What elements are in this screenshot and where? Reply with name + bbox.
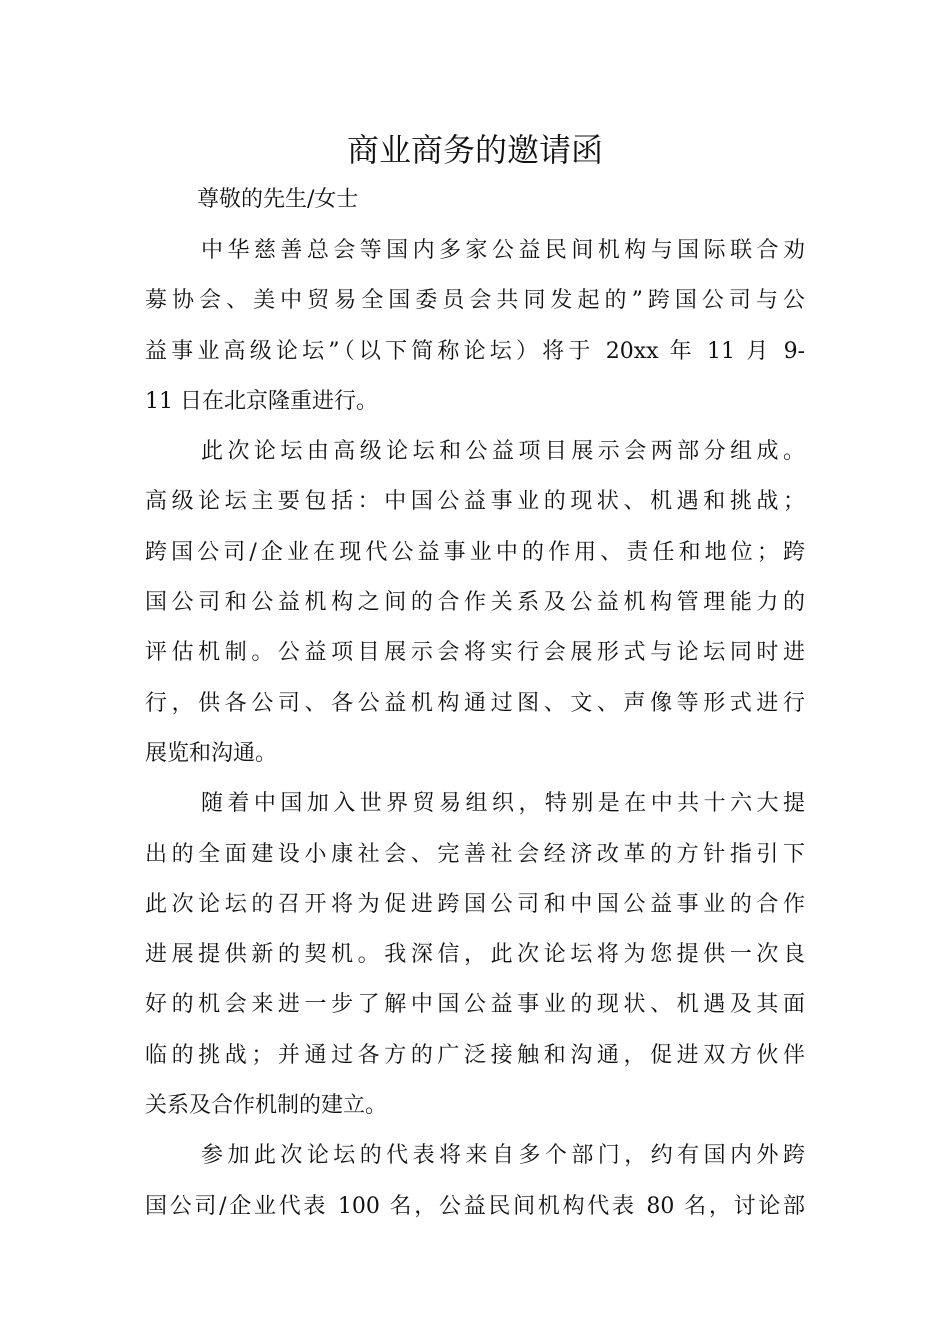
paragraph-line: 关系及合作机制的建立。	[145, 1093, 388, 1119]
paragraph-line: 国公司/企业代表 100 名，公益民间机构代表 80 名，讨论部	[145, 1193, 805, 1219]
paragraph-line: 行，供各公司、各公益机构通过图、文、声像等形式进行	[145, 690, 805, 716]
paragraph-line: 11 日在北京隆重进行。	[145, 388, 378, 414]
paragraph-line: 跨国公司/企业在现代公益事业中的作用、责任和地位；跨	[145, 539, 805, 565]
paragraph-line: 出的全面建设小康社会、完善社会经济改革的方针指引下	[145, 841, 805, 867]
paragraph-line: 临的挑战；并通过各方的广泛接触和沟通，促进双方伙伴	[145, 1042, 805, 1068]
letter-body	[145, 226, 815, 1232]
paragraph-line: 展览和沟通。	[145, 740, 278, 766]
paragraph-line: 国公司和公益机构之间的合作关系及公益机构管理能力的	[145, 590, 805, 616]
paragraph-first-line: 参加此次论坛的代表将来自多个部门，约有国内外跨	[201, 1143, 805, 1169]
paragraph-line: 益事业高级论坛”（以下简称论坛）将于 20xx 年 11 月 9-	[145, 338, 805, 364]
paragraph-first-line: 随着中国加入世界贸易组织，特别是在中共十六大提	[201, 791, 805, 817]
paragraph-line: 高级论坛主要包括：中国公益事业的现状、机遇和挑战；	[145, 489, 805, 515]
paragraph-line: 评估机制。公益项目展示会将实行会展形式与论坛同时进	[145, 640, 805, 666]
paragraph-first-line: 此次论坛由高级论坛和公益项目展示会两部分组成。	[201, 439, 805, 465]
paragraph-line: 此次论坛的召开将为促进跨国公司和中国公益事业的合作	[145, 891, 805, 917]
paragraph-line: 进展提供新的契机。我深信，此次论坛将为您提供一次良	[145, 942, 805, 968]
document-title: 商业商务的邀请函	[346, 131, 603, 169]
paragraph-line: 募协会、美中贸易全国委员会共同发起的”跨国公司与公	[145, 288, 805, 314]
salutation: 尊敬的先生/女士	[197, 187, 359, 212]
paragraph-line: 好的机会来进一步了解中国公益事业的现状、机遇及其面	[145, 992, 805, 1018]
paragraph-first-line: 中华慈善总会等国内多家公益民间机构与国际联合劝	[201, 238, 805, 263]
